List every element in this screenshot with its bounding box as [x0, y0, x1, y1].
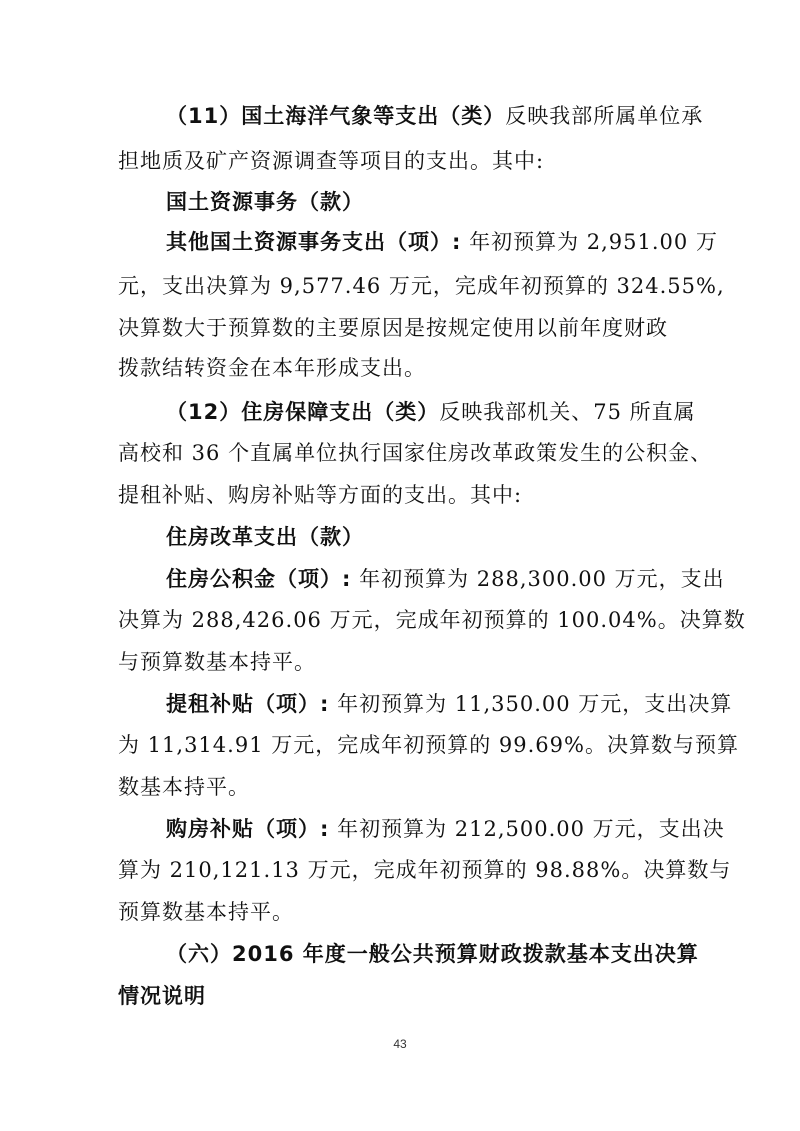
paragraph-line — [0, 564, 800, 594]
paragraph-line — [0, 146, 800, 176]
paragraph-line — [0, 605, 800, 635]
line-text: 年初预算为 2,951.00 万 — [461, 230, 718, 254]
paragraph-line — [0, 187, 800, 217]
section-heading: （六）2016 年度一般公共预算财政拨款基本支出决算 — [166, 942, 699, 966]
paragraph-line — [0, 855, 800, 885]
line-text: 反映我部机关、75 所直属 — [439, 400, 696, 424]
line-text: 数基本持平。 — [118, 775, 250, 799]
line-text: 年初预算为 11,350.00 万元，支出决算 — [329, 692, 733, 716]
section-heading: 住房改革支出（款） — [166, 525, 364, 549]
line-text: 年初预算为 288,300.00 万元，支出 — [351, 567, 725, 591]
line-text: 算为 210,121.13 万元，完成年初预算的 98.88%。决算数与 — [118, 858, 732, 882]
section-heading: 情况说明 — [118, 984, 206, 1008]
line-text: 决算为 288,426.06 万元，完成年初预算的 100.04%。决算数 — [118, 608, 746, 632]
line-text: 为 11,314.91 万元，完成年初预算的 99.69%。决算数与预算 — [118, 733, 739, 757]
paragraph-line — [0, 730, 800, 760]
paragraph-line — [0, 353, 800, 383]
paragraph-line — [0, 271, 800, 301]
paragraph-line — [0, 647, 800, 677]
item-heading: 购房补贴（项）: — [166, 817, 330, 841]
page-number: 43 — [393, 1037, 407, 1051]
line-text: 年初预算为 212,500.00 万元，支出决 — [329, 817, 725, 841]
line-text: 反映我部所属单位承 — [505, 104, 704, 128]
section-heading: 国土资源事务（款） — [166, 190, 364, 214]
paragraph-line — [0, 438, 800, 468]
line-text: 元，支出决算为 9,577.46 万元，完成年初预算的 324.55%, — [118, 274, 725, 298]
paragraph-line — [0, 939, 800, 969]
paragraph-line — [0, 897, 800, 927]
item-heading: 其他国土资源事务支出（项）: — [166, 230, 462, 254]
paragraph-line — [0, 772, 800, 802]
line-text: 提租补贴、购房补贴等方面的支出。其中: — [118, 483, 523, 507]
paragraph-line — [0, 689, 800, 719]
paragraph-line — [0, 101, 800, 131]
paragraph-line — [0, 522, 800, 552]
line-text: 担地质及矿产资源调查等项目的支出。其中: — [118, 149, 545, 173]
paragraph-line — [0, 227, 800, 257]
line-text: 拨款结转资金在本年形成支出。 — [118, 356, 426, 380]
category-heading: （12）住房保障支出（类） — [166, 400, 440, 424]
line-text: 预算数基本持平。 — [118, 900, 294, 924]
paragraph-line — [0, 397, 800, 427]
line-text: 与预算数基本持平。 — [118, 650, 316, 674]
item-heading: 提租补贴（项）: — [166, 692, 330, 716]
paragraph-line — [0, 814, 800, 844]
line-text: 决算数大于预算数的主要原因是按规定使用以前年度财政 — [118, 316, 668, 340]
category-heading: （11）国土海洋气象等支出（类） — [166, 104, 506, 128]
paragraph-line — [0, 480, 800, 510]
paragraph-line — [0, 313, 800, 343]
item-heading: 住房公积金（项）: — [166, 567, 352, 591]
line-text: 高校和 36 个直属单位执行国家住房改革政策发生的公积金、 — [118, 441, 713, 465]
paragraph-line — [0, 981, 800, 1011]
